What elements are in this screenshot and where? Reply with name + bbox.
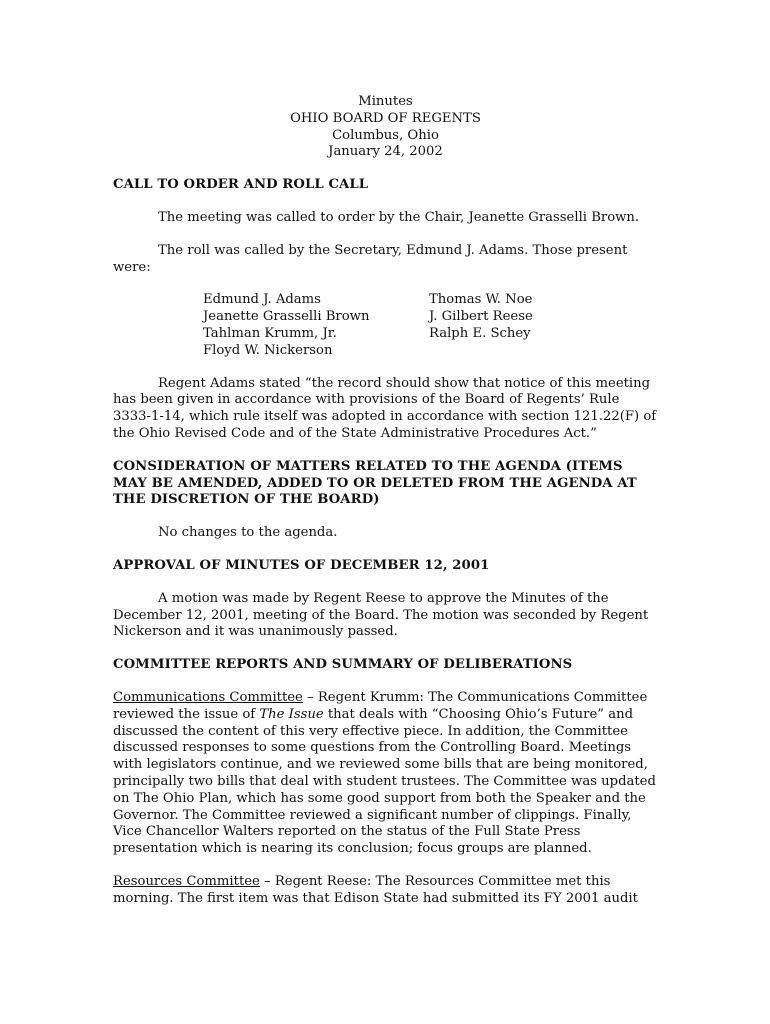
roll-member: Tahlman Krumm, Jr. [203, 325, 337, 341]
roll-member: Floyd W. Nickerson [203, 342, 333, 358]
agenda-paragraph: No changes to the agenda. [158, 525, 338, 541]
roll-member: J. Gilbert Reese [429, 309, 533, 325]
resources-committee-paragraph [113, 874, 658, 908]
call-to-order-paragraph: The meeting was called to order by the Chair, Jeanette Grasselli Brown. [158, 209, 640, 225]
roll-member: Jeanette Grasselli Brown [203, 309, 370, 325]
header-date: January 24, 2002 [328, 144, 443, 160]
roll-member: Thomas W. Noe [429, 292, 533, 308]
roll-member: Edmund J. Adams [203, 292, 321, 308]
communications-text-part2: that deals with “Choosing Ohio’s Future” and discussed the content of this very effective piece. In addition, the Committee discussed responses to some questions from the Controlling Board. Meetings with legislators continue, and we reviewed some bills that are being monitored, principally two bills that deal with student trustees. The Committee was updated on The Ohio Plan, which has some good support from both the Speaker and the Governor. The Committee reviewed a significant number of clippings. Finally, Vice Chancellor Walters reported on the status of the Full State Press presentation which is nearing its conclusion; focus groups are planned. [113, 706, 656, 857]
communications-committee-label: Communications Committee [113, 689, 303, 705]
roll-member [429, 343, 629, 360]
adams-statement-paragraph: Regent Adams stated “the record should show that notice of this meeting has been given in accordance with provisions of the Board of Regents’ Rule 3333-1-14, which rule itself was adopted in accordance with section 121.22(F) of the Ohio Revised Code and of the State Administrative Procedures Act.” [113, 375, 657, 441]
header-board-name: OHIO BOARD OF REGENTS [290, 110, 481, 126]
header-location: Columbus, Ohio [332, 127, 439, 143]
minutes-approval-paragraph: A motion was made by Regent Reese to approve the Minutes of the December 12, 2001, meeting of the Board. The motion was seconded by Regent Nickerson and it was unanimously passed. [113, 590, 649, 640]
agenda-heading: CONSIDERATION OF MATTERS RELATED TO THE AGENDA (ITEMS MAY BE AMENDED, ADDED TO OR DELETED FROM THE AGENDA AT THE DISCRETION OF THE BOARD) [113, 458, 637, 508]
minutes-page [113, 94, 658, 907]
roll-call-line: The roll was called by the Secretary, Edmund J. Adams. Those present [158, 242, 628, 258]
communications-committee-paragraph [113, 690, 658, 858]
minutes-approval-heading: APPROVAL OF MINUTES OF DECEMBER 12, 2001 [113, 557, 490, 573]
the-issue-title: The Issue [259, 706, 324, 722]
resources-text: – Regent Reese: The Resources Committee met this morning. The first item was that Edison State had submitted its FY 2001 audit [113, 873, 638, 906]
communications-text-part1: – Regent Krumm: The Communications Committee reviewed the issue of [113, 689, 648, 722]
roll-call-list [203, 292, 658, 359]
header-minutes: Minutes [358, 94, 413, 109]
roll-member: Ralph E. Schey [429, 325, 531, 341]
document-header [113, 94, 658, 161]
call-to-order-heading: CALL TO ORDER AND ROLL CALL [113, 177, 369, 193]
resources-committee-label: Resources Committee [113, 873, 260, 889]
roll-call-line-end: were: [113, 259, 151, 275]
committee-reports-heading: COMMITTEE REPORTS AND SUMMARY OF DELIBERATIONS [113, 657, 573, 673]
